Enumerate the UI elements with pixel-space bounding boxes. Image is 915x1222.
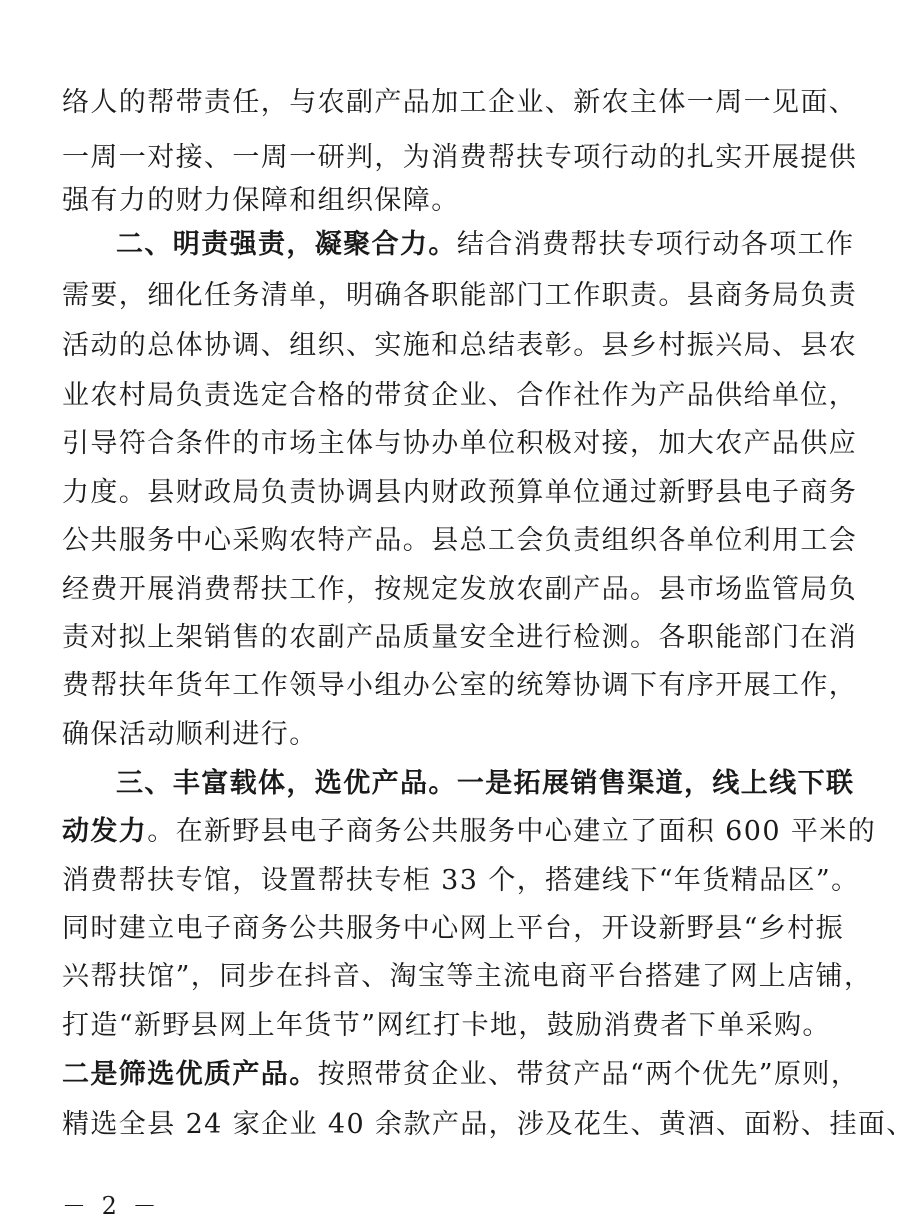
paragraph-3-line-2-text: 。在新野县电子商务公共服务中心建立了面积 600 平米的: [147, 816, 877, 847]
paragraph-3-line-8: 精选全县 24 家企业 40 余款产品，涉及花生、黄酒、面粉、挂面、: [62, 1109, 915, 1140]
paragraph-1-line-1: 络人的帮带责任，与农副产品加工企业、新农主体一周一见面、: [62, 87, 858, 118]
paragraph-2-line-5: 引导符合条件的市场主体与协办单位积极对接，加大农产品供应: [62, 428, 858, 459]
paragraph-3-line-5: 兴帮扶馆”，同步在抖音、淘宝等主流电商平台搭建了网上店铺，: [62, 961, 873, 992]
subheading-1-part-a: 一是拓展销售渠道，线上线下联: [456, 768, 855, 799]
paragraph-2-line-8: 经费开展消费帮扶工作，按规定发放农副产品。县市场监管局负: [62, 574, 858, 605]
paragraph-3-line-7: [62, 1051, 860, 1099]
page-number: － 2 －: [62, 1192, 161, 1220]
paragraph-1-line-3: 强有力的财力保障和组织保障。: [62, 185, 460, 216]
paragraph-2-line-7: 公共服务中心采购农特产品。县总工会负责组织各单位利用工会: [62, 525, 858, 556]
paragraph-2-line-1-text: 结合消费帮扶专项行动各项工作: [456, 229, 855, 260]
subheading-2: 二是筛选优质产品。: [62, 1059, 318, 1090]
subheading-1-part-b: 动发力: [62, 816, 148, 847]
paragraph-2-line-6: 力度。县财政局负责协调县内财政预算单位通过新野县电子商务: [62, 477, 858, 508]
paragraph-3-line-1: [116, 760, 855, 808]
section-3-heading: 三、丰富载体，选优产品。: [116, 768, 457, 799]
paragraph-2-line-11: 确保活动顺利进行。: [62, 719, 318, 750]
paragraph-3-line-7-text: 按照带贫企业、带贫产品“两个优先”原则，: [317, 1059, 860, 1090]
paragraph-2-line-10: 费帮扶年货年工作领导小组办公室的统筹协调下有序开展工作，: [62, 670, 858, 701]
paragraph-2-line-1: [116, 221, 855, 269]
paragraph-2-line-2: 需要，细化任务清单，明确各职能部门工作职责。县商务局负责: [62, 280, 858, 311]
paragraph-3-line-4: 同时建立电子商务公共服务中心网上平台，开设新野县“乡村振: [62, 913, 845, 944]
paragraph-3-line-2: [62, 808, 877, 856]
paragraph-3-line-6: 打造“新野县网上年货节”网红打卡地，鼓励消费者下单采购。: [62, 1010, 831, 1041]
paragraph-2-line-3: 活动的总体协调、组织、实施和总结表彰。县乡村振兴局、县农: [62, 330, 858, 361]
section-2-heading: 二、明责强责，凝聚合力。: [116, 229, 457, 260]
paragraph-2-line-9: 责对拟上架销售的农副产品质量安全进行检测。各职能部门在消: [62, 622, 858, 653]
paragraph-1-line-2: 一周一对接、一周一研判，为消费帮扶专项行动的扎实开展提供: [62, 142, 858, 173]
paragraph-3-line-3: 消费帮扶专馆，设置帮扶专柜 33 个，搭建线下“年货精品区”。: [62, 865, 860, 896]
paragraph-2-line-4: 业农村局负责选定合格的带贫企业、合作社作为产品供给单位，: [62, 380, 858, 411]
